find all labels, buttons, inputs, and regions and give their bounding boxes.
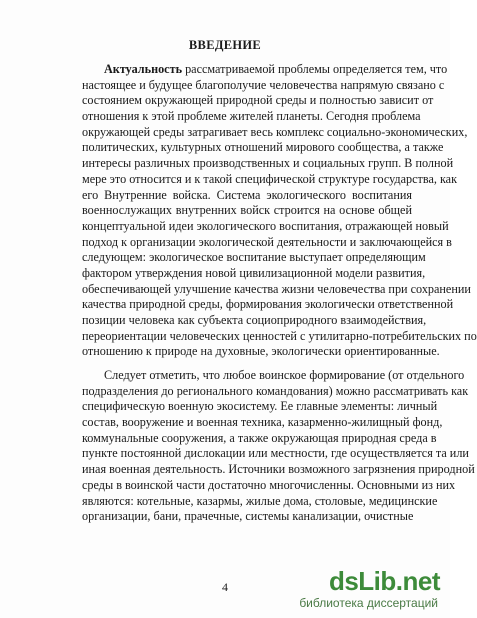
text-line: военнослужащих внутренних войск строится на основе общей xyxy=(82,203,412,218)
paragraph-1 xyxy=(82,62,477,360)
text-line: состоянием окружающей природной среды и полностью зависит от xyxy=(82,93,434,108)
page-number: 4 xyxy=(222,580,228,594)
text-line: обеспечивающей улучшение качества жизни человечества при сохранении xyxy=(82,281,471,296)
text-line: отношения к этой проблеме жителей планеты. Сегодня проблема xyxy=(82,109,421,124)
text-line: окружающей среды затрагивает весь комплекс социально-экономических, xyxy=(82,124,468,139)
text-line: Актуальность рассматриваемой проблемы определяется тем, что xyxy=(104,62,448,76)
text-line: Следует отметить, что любое воинское формирование (от отдельного xyxy=(104,368,465,382)
text-line: являются: котельные, казармы, жилые дома, столовые, медицинские xyxy=(82,493,438,508)
text-line: специфическую военную экосистему. Ее главные элементы: личный xyxy=(82,399,438,414)
text-line: подход к организации экологической деятельности и заключающейся в xyxy=(82,234,452,249)
watermark-subtitle: библиотека диссертаций xyxy=(299,596,438,610)
watermark xyxy=(270,568,440,612)
text-line: настоящее и будущее благополучие человечества напрямую связано с xyxy=(82,77,445,92)
text-line: фактором утверждения новой цивилизационной модели развития, xyxy=(82,265,426,280)
text-line: политических, культурных отношений мирового сообщества, а также xyxy=(82,140,444,155)
text-line: интересы различных производственных и социальных групп. В полной xyxy=(82,156,454,171)
text-line: среды в воинской части достаточно многочисленны. Основными из них xyxy=(82,477,456,492)
text-line: концептуальной идеи экологического воспитания, отражающей новый xyxy=(82,218,449,233)
text-line: переориентации человеческих ценностей с утилитарно-потребительских по xyxy=(82,328,477,343)
text-line: его Внутренние войска. Система экологического воспитания xyxy=(82,187,412,202)
text-line: мере это относится и к такой специфической структуре государства, как xyxy=(82,171,458,186)
text-line: иная военная деятельность. Источники возможного загрязнения природной xyxy=(82,462,475,477)
text-line: подразделения до регионального командования) можно рассматривать как xyxy=(82,383,469,398)
watermark-logo: dsLib.net xyxy=(328,566,440,596)
text-line: организации, бани, прачечные, системы канализации, очистные xyxy=(82,509,414,524)
section-heading: ВВЕДЕНИЕ xyxy=(188,38,262,52)
text-line: позиции человека как субъекта социоприродного взаимодействия, xyxy=(82,313,427,327)
text-line: коммунальные сооружения, а также окружающая природная среда в xyxy=(82,430,437,445)
text-line: качества природной среды, формирования экологически ответственной xyxy=(82,297,454,312)
text-line: отношению к природе на духовные, экологически ориентированные. xyxy=(82,344,440,359)
paragraph-2 xyxy=(82,368,475,525)
bold-term: Актуальность xyxy=(104,62,183,76)
text-line: следующем: экологическое воспитание выступает определяющим xyxy=(82,250,426,265)
text-line: пункте постоянной дислокации или местности, где осуществляется та или xyxy=(82,446,469,461)
text-line: состав, вооружение и военная техника, казарменно-жилищный фонд, xyxy=(82,415,443,430)
